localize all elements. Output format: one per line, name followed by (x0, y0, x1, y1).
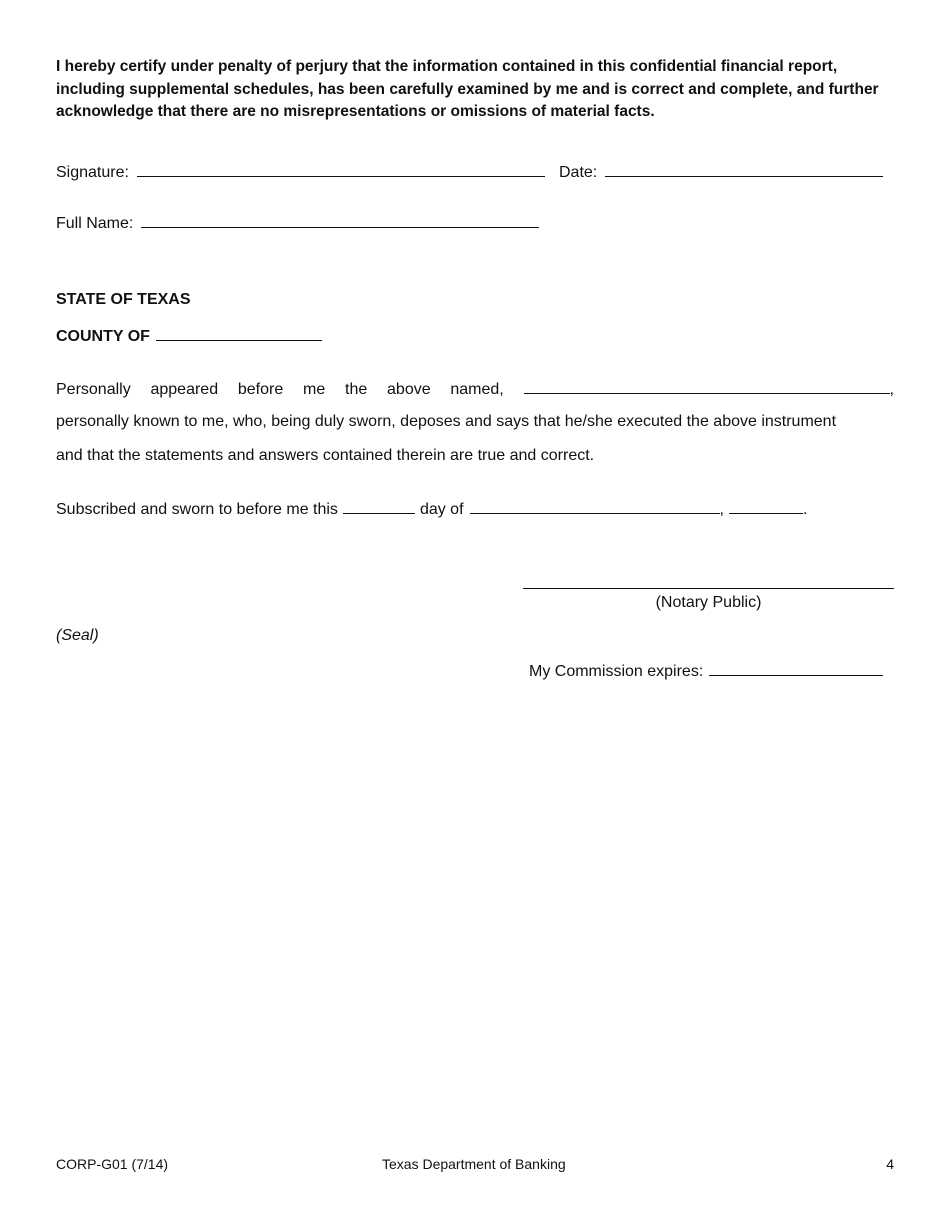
appeared-word: the (345, 381, 368, 398)
signature-field[interactable] (137, 162, 545, 177)
month-comma: , (719, 501, 724, 518)
appeared-word: above (387, 381, 431, 398)
appeared-name-wrap (524, 379, 894, 399)
state-heading: STATE OF TEXAS (56, 291, 191, 308)
full-name-field[interactable] (141, 213, 539, 228)
sworn-line: personally known to me, who, being duly sworn, deposes and says that he/she executed the above instrument (56, 413, 837, 430)
commission-label: My Commission expires: (529, 663, 704, 680)
appeared-word: named, (450, 381, 504, 398)
day-field[interactable] (343, 499, 415, 514)
county-label: COUNTY OF (56, 328, 150, 345)
footer-page-number: 4 (886, 1156, 894, 1172)
year-period: . (802, 501, 808, 518)
appeared-word: before (237, 381, 284, 398)
appeared-name-field[interactable] (524, 379, 890, 394)
appeared-line (56, 379, 894, 399)
county-field[interactable] (156, 326, 322, 341)
notary-signature-line[interactable] (523, 588, 894, 589)
date-field[interactable] (605, 162, 883, 177)
commission-row (529, 661, 883, 681)
month-field[interactable] (470, 499, 720, 514)
date-row (559, 162, 883, 182)
notary-public-label: (Notary Public) (655, 594, 762, 611)
year-field[interactable] (729, 499, 803, 514)
commission-date-field[interactable] (709, 661, 883, 676)
seal-label: (Seal) (56, 627, 99, 644)
footer-form-id: CORP-G01 (7/14) (56, 1156, 169, 1172)
full-name-row (56, 213, 539, 233)
subscribed-row (56, 499, 807, 519)
day-of-label: day of (419, 501, 464, 518)
appeared-word: Personally (56, 381, 131, 398)
certification-statement: I hereby certify under penalty of perjury that the information contained in this confidential financial report, including supplemental schedules, has been carefully examined by me and is correct and complete, and further acknowledge that there are no misrepresentations or omissions of material facts. (56, 58, 879, 120)
statements-line: and that the statements and answers contained therein are true and correct. (56, 447, 595, 464)
county-row (56, 326, 322, 346)
appeared-trailing-comma: , (889, 381, 894, 398)
footer-department: Texas Department of Banking (382, 1156, 566, 1172)
signature-label: Signature: (56, 164, 129, 181)
full-name-label: Full Name: (56, 215, 134, 232)
date-label: Date: (559, 164, 598, 181)
signature-row (56, 162, 545, 182)
subscribed-prefix: Subscribed and sworn to before me this (56, 501, 338, 518)
appeared-word: me (303, 381, 326, 398)
appeared-word: appeared (150, 381, 219, 398)
